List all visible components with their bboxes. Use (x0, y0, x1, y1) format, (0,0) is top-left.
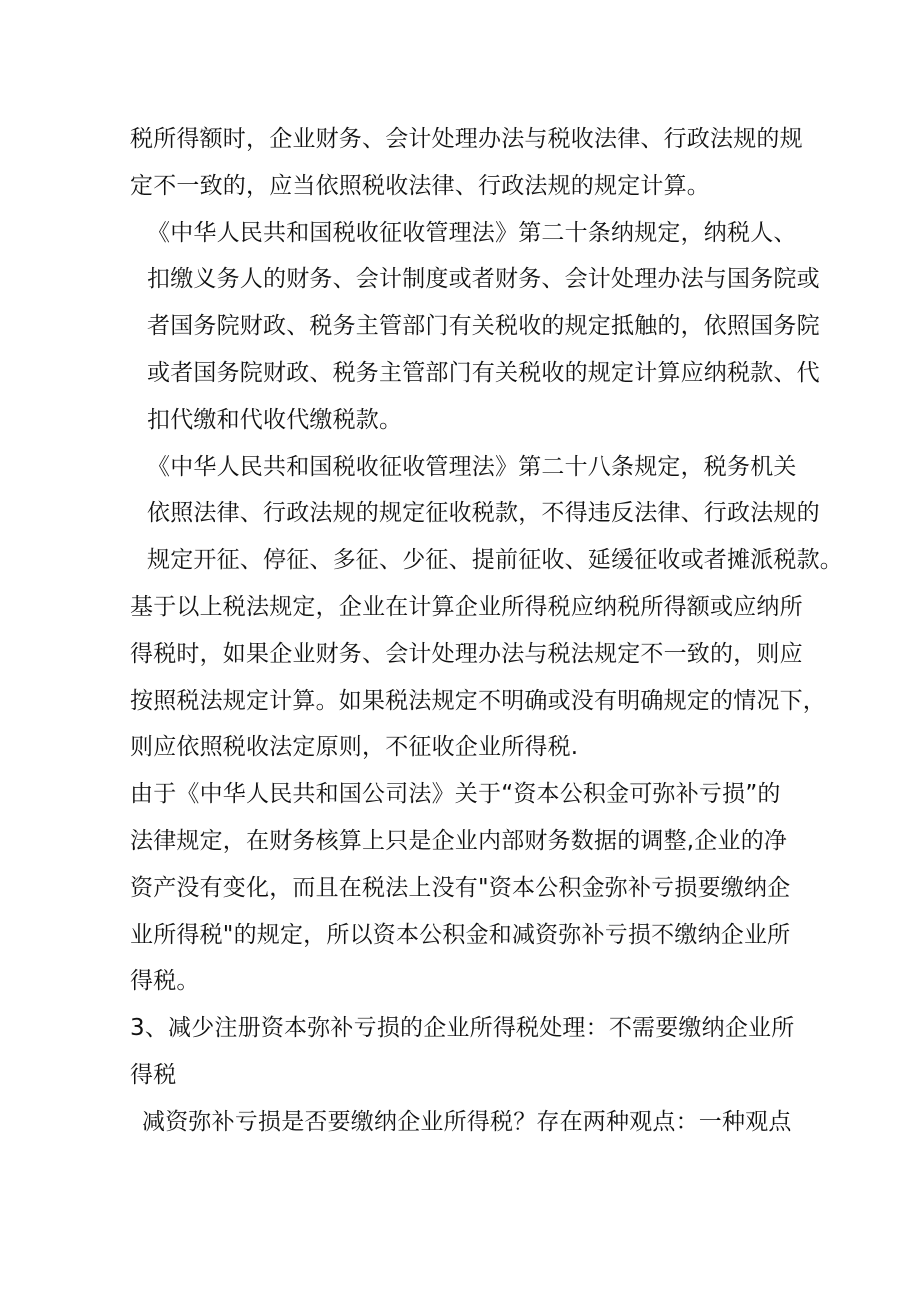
text-line: 由于《中华人民共和国公司法》关于“资本公积金可弥补亏损”的 (130, 781, 781, 808)
text-line: 者国务院财政、税务主管部门有关税收的规定抵触的，依照国务院 (147, 313, 820, 340)
text-line: 《中华人民共和国税收征收管理法》第二十条纳规定，纳税人、 (147, 219, 797, 246)
text-line: 业所得税"的规定，所以资本公积金和减资弥补亏损不缴纳企业所 (130, 921, 791, 948)
text-line: 则应依照税收法定原则，不征收企业所得税. (130, 734, 579, 761)
text-line: 规定开征、停征、多征、少征、提前征收、延缓征收或者摊派税款。 (147, 547, 843, 574)
paragraph-company-law (130, 771, 802, 1005)
text-line: 减资弥补亏损是否要缴纳企业所得税？存在两种观点：一种观点 (142, 1108, 792, 1135)
paragraph-article-28 (130, 444, 843, 584)
text-line: 按照税法规定计算。如果税法规定不明确或没有明确规定的情况下， (130, 687, 826, 714)
section-heading-3 (130, 1005, 802, 1099)
text-line: 《中华人民共和国税收征收管理法》第二十八条规定，税务机关 (147, 453, 797, 480)
paragraph-conclusion (130, 584, 826, 771)
document-body (130, 116, 843, 1146)
text-line: 税所得额时，企业财务、会计处理办法与税收法律、行政法规的规 (130, 126, 803, 152)
text-line: 得税。 (130, 968, 200, 995)
text-line: 基于以上税法规定，企业在计算企业所得税应纳税所得额或应纳所 (130, 593, 803, 620)
text-line: 定不一致的，应当依照税收法律、行政法规的规定计算。 (130, 172, 710, 199)
text-line: 或者国务院财政、税务主管部门有关税收的规定计算应纳税款、代 (147, 359, 820, 386)
text-line: 扣代缴和代收代缴税款。 (147, 406, 403, 433)
heading-line: 得税 (130, 1061, 177, 1088)
text-line: 依照法律、行政法规的规定征收税款，不得违反法律、行政法规的 (147, 500, 820, 527)
text-line: 得税时，如果企业财务、会计处理办法与税法规定不一致的，则应 (130, 640, 803, 667)
paragraph-tax-calculation-rule (130, 116, 802, 210)
paragraph-article-20 (130, 210, 820, 444)
paragraph-two-views (130, 1099, 802, 1146)
heading-line: 3、减少注册资本弥补亏损的企业所得税处理：不需要缴纳企业所 (130, 1015, 795, 1042)
text-line: 资产没有变化，而且在税法上没有"资本公积金弥补亏损要缴纳企 (130, 874, 791, 901)
text-line: 法律规定，在财务核算上只是企业内部财务数据的调整,企业的净 (130, 827, 788, 854)
text-line: 扣缴义务人的财务、会计制度或者财务、会计处理办法与国务院或 (147, 266, 820, 293)
